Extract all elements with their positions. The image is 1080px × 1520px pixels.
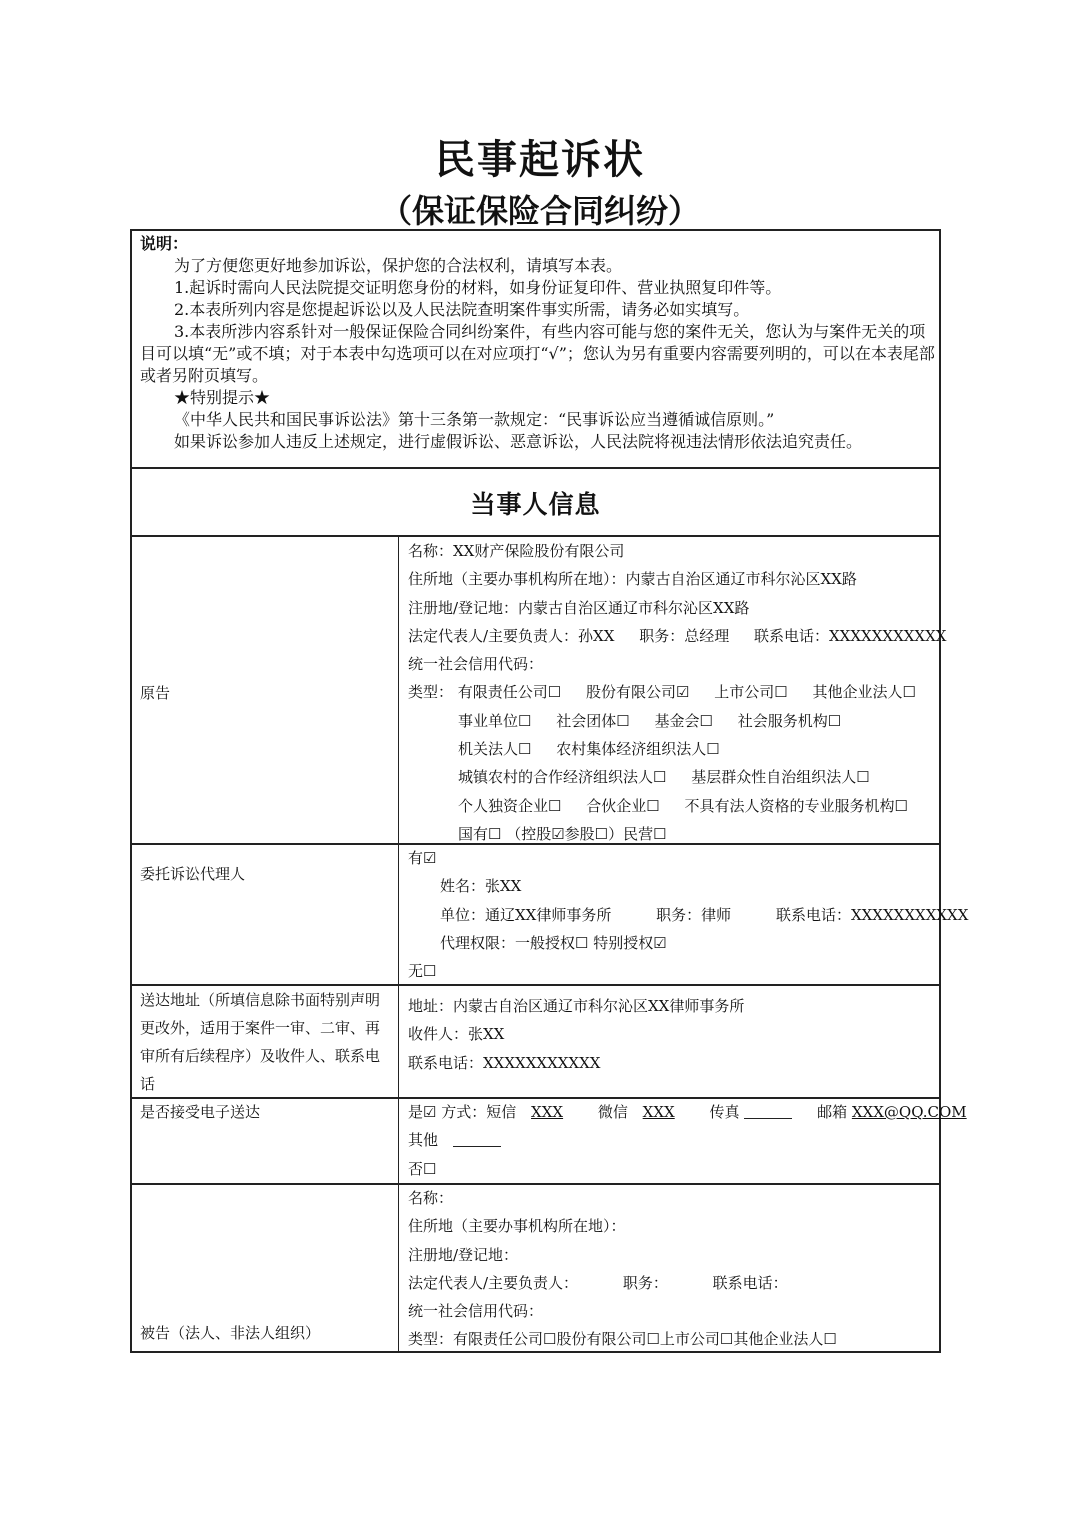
plaintiff-credit-code: 统一社会信用代码： [408, 655, 544, 674]
agent-has-option[interactable]: 有☑ [408, 849, 437, 867]
plaintiff-label: 原告 [140, 684, 171, 702]
defendant-label: 被告（法人、非法人组织） [140, 1324, 321, 1342]
type-option[interactable]: 不具有法人资格的专业服务机构☐ [684, 796, 908, 815]
document-subtitle: （保证保险合同纠纷） [379, 192, 700, 230]
agent-phone: 联系电话：XXXXXXXXXXX [775, 905, 969, 924]
defendant-registered: 注册地/登记地： [408, 1245, 519, 1264]
defendant-name: 名称： [408, 1189, 454, 1207]
type-option[interactable]: 事业单位☐ [458, 711, 532, 730]
delivery-phone: 联系电话：XXXXXXXXXXX [408, 1053, 601, 1072]
instructions-intro: 为了方便您更好地参加诉讼，保护您的合法权利，请填写本表。 [174, 256, 623, 275]
type-option[interactable]: 个人独资企业☐ [458, 796, 562, 815]
delivery-recipient: 收件人：张XX [408, 1025, 505, 1044]
defendant-info [408, 1184, 837, 1354]
fax-label: 传真 [709, 1103, 740, 1121]
agent-none-option[interactable]: 无☐ [408, 962, 437, 981]
type-option[interactable]: 其他企业法人☐ [812, 683, 916, 702]
plaintiff-type-label: 类型： [408, 683, 454, 702]
electronic-service-info [408, 1098, 967, 1183]
plaintiff-position: 职务：总经理 [639, 626, 730, 645]
agent-label: 委托诉讼代理人 [140, 865, 246, 883]
delivery-address: 地址：内蒙古自治区通辽市科尔沁区XX律师事务所 [408, 997, 745, 1015]
type-option[interactable]: 农村集体经济组织法人☐ [556, 740, 720, 759]
electronic-service-label: 是否接受电子送达 [140, 1103, 261, 1121]
instructions-item-2: 2.本表所列内容是您提起诉讼以及人民法院查明案件事实所需，请务必如实填写。 [174, 300, 750, 319]
type-option[interactable]: 城镇农村的合作经济组织法人☐ [458, 768, 667, 787]
special-notice-heading: ★特别提示★ [174, 388, 271, 407]
defendant-credit-code: 统一社会信用代码： [408, 1302, 544, 1321]
plaintiff-name: 名称：XX财产保险股份有限公司 [408, 542, 625, 560]
agent-position: 职务：律师 [656, 905, 732, 924]
defendant-address: 住所地（主要办事机构所在地）： [408, 1217, 626, 1236]
other-label: 其他 [408, 1131, 439, 1150]
instructions-item-1: 1.起诉时需向人民法院提交证明您身份的材料，如身份证复印件、营业执照复印件等。 [174, 278, 782, 297]
email-value[interactable]: XXX@QQ.COM [851, 1103, 967, 1121]
electronic-method-label: 方式：短信 [441, 1103, 517, 1121]
type-option[interactable]: 基层群众性自治组织法人☐ [691, 768, 870, 787]
defendant-position: 职务： [622, 1273, 668, 1292]
instructions-heading: 说明： [140, 234, 189, 253]
defendant-phone: 联系电话： [712, 1273, 788, 1292]
type-option[interactable]: 有限责任公司☐ [457, 683, 562, 702]
column-divider [398, 537, 399, 1351]
instructions-block [140, 233, 935, 453]
complaint-form-table [130, 229, 969, 1353]
document-title: 民事起诉状 [435, 136, 645, 183]
delivery-info [408, 992, 744, 1077]
type-option[interactable]: 基金会☐ [654, 711, 713, 730]
plaintiff-registered: 注册地/登记地：内蒙古自治区通辽市科尔沁区XX路 [408, 598, 750, 617]
special-notice-1: 《中华人民共和国民事诉讼法》第十三条第一款规定：“民事诉讼应当遵循诚信原则。” [174, 410, 775, 429]
party-section-title: 当事人信息 [470, 490, 601, 519]
wechat-label: 微信 [597, 1103, 628, 1121]
plaintiff-address: 住所地（主要办事机构所在地）：内蒙古自治区通辽市科尔沁区XX路 [408, 570, 857, 589]
plaintiff-info [408, 537, 946, 848]
special-notice-2: 如果诉讼参加人违反上述规定，进行虚假诉讼、恶意诉讼，人民法院将视违法情形依法追究责任。 [174, 432, 863, 451]
type-option[interactable]: 机关法人☐ [458, 740, 532, 759]
agent-name: 姓名：张XX [440, 877, 522, 896]
divider [132, 467, 939, 469]
instructions-item-3: 3.本表所涉内容系针对一般保证保险合同纠纷案件，有些内容可能与您的案件无关，您认为与案件无关的项目可以填“无”或不填；对于本表中勾选项可以在对应项打“√”；您认为另有重要内容需要列明的，可以在本表尾部或者另附页填写。 [140, 322, 935, 385]
fax-blank[interactable] [744, 1104, 792, 1119]
electronic-no-option[interactable]: 否☐ [408, 1159, 437, 1178]
delivery-label: 送达地址（所填信息除书面特别声明更改外，适用于案件一审、二审、再审所有后续程序）及收件人、联系电话 [140, 991, 381, 1093]
type-option[interactable]: 社会团体☐ [556, 711, 630, 730]
type-option[interactable]: 上市公司☐ [714, 683, 788, 702]
plaintiff-phone: 联系电话：XXXXXXXXXXX [754, 626, 947, 645]
agent-info [408, 844, 968, 985]
other-blank[interactable] [453, 1132, 501, 1147]
type-option[interactable]: 社会服务机构☐ [737, 711, 842, 730]
defendant-type[interactable]: 类型：有限责任公司☐股份有限公司☐上市公司☐其他企业法人☐ [408, 1330, 837, 1349]
sms-value[interactable]: XXX [531, 1103, 564, 1121]
agent-unit: 单位：通辽XX律师事务所 [440, 905, 612, 924]
defendant-rep: 法定代表人/主要负责人： [408, 1273, 579, 1292]
email-label: 邮箱 [817, 1103, 848, 1121]
type-option[interactable]: 股份有限公司☑ [586, 683, 690, 702]
wechat-value[interactable]: XXX [642, 1103, 675, 1121]
ownership-options[interactable]: 国有☐ （控股☑参股☐）民营☐ [458, 824, 667, 843]
electronic-yes-option[interactable]: 是☑ [408, 1103, 437, 1121]
plaintiff-rep: 法定代表人/主要负责人：孙XX [408, 626, 615, 645]
type-option[interactable]: 合伙企业☐ [586, 796, 660, 815]
agent-authority[interactable]: 代理权限：一般授权☐ 特别授权☑ [440, 933, 667, 952]
